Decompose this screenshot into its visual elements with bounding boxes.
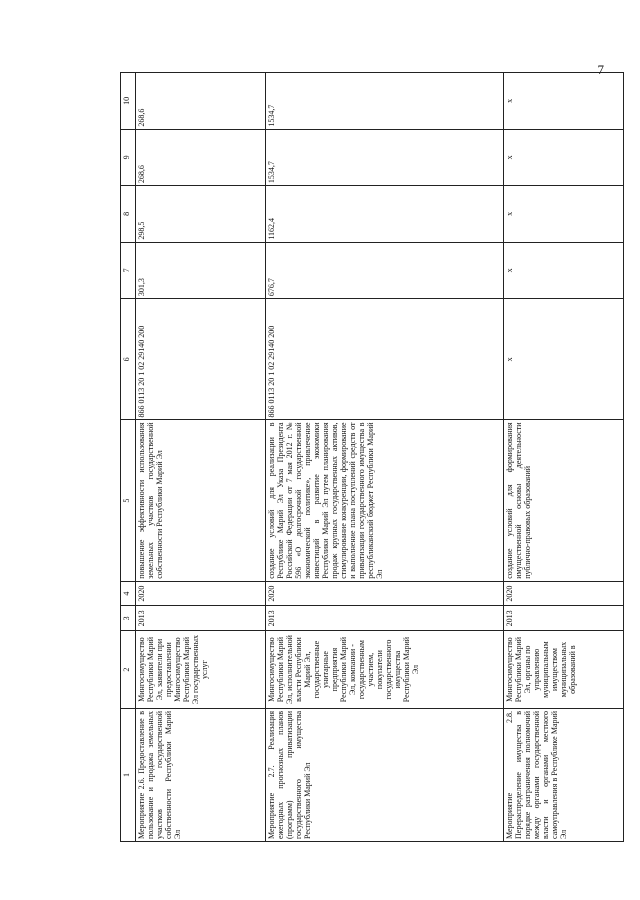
budget-code-cell: х xyxy=(504,299,624,420)
value-cell: 676,7 xyxy=(266,242,504,299)
start-year-cell: 2013 xyxy=(136,606,266,631)
measure-cell: Мероприятие 2.7. Реализация ежегодных прогнозных планов (программ) приватизации государственного имущества Республики Марий Эл xyxy=(266,708,504,841)
rotated-table-wrapper xyxy=(120,72,624,842)
value-cell: 1162,4 xyxy=(266,186,504,243)
column-number: 5 xyxy=(121,420,136,581)
executor-cell: Мингосимущество Республики Марий Эл, исполнительной власти Республики Марий Эл, государственные унитарные предприятия Республики Марий Эл, компании - государственным участием, покупатели государственного имущества Республики Марий Эл xyxy=(266,631,504,709)
value-cell: х xyxy=(504,129,624,186)
table-row xyxy=(136,73,266,842)
column-number: 3 xyxy=(121,606,136,631)
column-number: 2 xyxy=(121,631,136,709)
column-number-row xyxy=(121,73,136,842)
end-year-cell: 2020 xyxy=(504,581,624,606)
value-cell: 298,5 xyxy=(136,186,266,243)
value-cell: 1534,7 xyxy=(266,73,504,130)
table-row xyxy=(504,73,624,842)
end-year-cell: 2020 xyxy=(266,581,504,606)
start-year-cell: 2013 xyxy=(504,606,624,631)
result-cell: создание условий для формирования имущественной основы деятельности публично-правовых образований xyxy=(504,420,624,581)
value-cell: 1534,7 xyxy=(266,129,504,186)
value-cell: 301,3 xyxy=(136,242,266,299)
result-cell: создание условий для реализации в Республике Марий Эл Указа Президента Российской Федерации от 7 мая 2012 г. № 596 «О долгосрочной государственной экономической политике», привлечение инвестиций в развитие экономики Республики Марий Эл путем планирования продаж крупных государственных активов, стимулирование конкуренции, формирование и выполнение плана поступлений средств от приватизации государственного имущества в республиканский бюджет Республики Марий Эл xyxy=(266,420,504,581)
column-number: 7 xyxy=(121,242,136,299)
page-number: 7 xyxy=(597,62,604,77)
value-cell: 268,6 xyxy=(136,73,266,130)
end-year-cell: 2020 xyxy=(136,581,266,606)
value-cell: х xyxy=(504,242,624,299)
column-number: 6 xyxy=(121,299,136,420)
budget-code-cell: 866 0113 20 1 02 29140 200 xyxy=(136,299,266,420)
column-number: 9 xyxy=(121,129,136,186)
executor-cell: Мингосимущество Республики Марий Эл, заявители при предоставлении Мингосимущество Республики Марий Эл государственных услуг xyxy=(136,631,266,709)
result-cell: повышение эффективности использования земельных участков государственной собственности Республики Марий Эл xyxy=(136,420,266,581)
column-number: 8 xyxy=(121,186,136,243)
start-year-cell: 2013 xyxy=(266,606,504,631)
value-cell: х xyxy=(504,73,624,130)
table-row xyxy=(266,73,504,842)
column-number: 4 xyxy=(121,581,136,606)
measure-cell: Мероприятие 2.6. Предоставление в пользование и продажа земельных участков государственной собственности Республики Марий Эл xyxy=(136,708,266,841)
column-number: 10 xyxy=(121,73,136,130)
program-table xyxy=(120,72,624,842)
value-cell: 268,6 xyxy=(136,129,266,186)
column-number: 1 xyxy=(121,708,136,841)
budget-code-cell: 866 0113 20 1 02 29140 200 xyxy=(266,299,504,420)
value-cell: х xyxy=(504,186,624,243)
measure-cell: Мероприятие 2.8. Перераспределение имущества в порядке разграничения полномочий между органами государственной власти и органами местного самоуправления в Республике Марий Эл xyxy=(504,708,624,841)
executor-cell: Мингосимущество Республики Марий Эл, органы по управлению муниципальным имуществом муниципальных образований в xyxy=(504,631,624,709)
